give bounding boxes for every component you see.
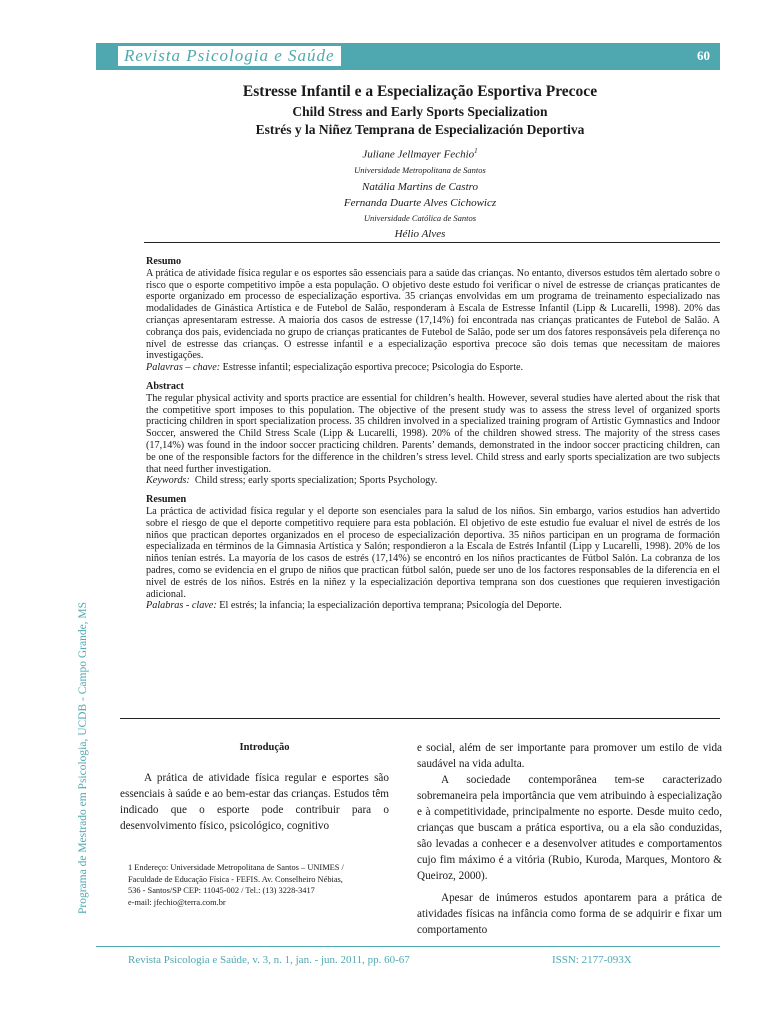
resumen-heading: Resumen	[146, 494, 187, 506]
author-footnote	[128, 862, 396, 908]
intro-left-column	[120, 740, 389, 834]
author-name: Natália Martins de Castro	[361, 180, 479, 193]
resumen-keywords: Palabras - clave: El estrés; la infancia; la especialización deportiva temprana; Psicología del Deporte.	[146, 600, 562, 612]
abstract-section	[146, 381, 720, 487]
footer-issn: ISSN: 2177-093X	[552, 954, 632, 966]
abstract-keywords: Keywords: Child stress; early sports specialization; Sports Psychology.	[146, 475, 438, 487]
resumen-text: La práctica de actividad física regular y el deporte son esenciales para la salud de los niños. Sin embargo, varios estudios han advertido sobre el riesgo de que el deporte competitivo requiere para esta población. El objetivo de este estudio fue evaluar el nivel de estrés de los niños que practican deportes organizados en el proceso de especialización deportiva. 35 niños participan en un programa de formación especializada en términos de la Gimnasia Artística y Salón; respondieron a la Escala de Estrés Infantil (Lipp y Lucarelli, 1998). 20% de los niños tenían estrés. La mayoría de los casos de estrés (17,14%) se encontró en los niños practicantes de Fútbol Salón. La cobranza de los padres, como se evidencia en el grupo de niños que practican fútbol salón, puede ser uno de los factores responsables de la diferencia en el nivel de estrés de los niños. Estrés en la niñez y la especialización deportiva temprana son dos cuestiones que requieren investigación adicional.	[146, 505, 720, 600]
footnote-line: 1 Endereço: Universidade Metropolitana de Santos – UNIMES /	[128, 863, 344, 872]
resumen-section	[146, 494, 720, 612]
title-portuguese: Estresse Infantil e a Especialização Esportiva Precoce	[242, 83, 598, 100]
author-name: Hélio Alves	[394, 227, 446, 240]
divider-top	[144, 242, 720, 243]
sidebar-program-text: Programa de Mestrado em Psicologia, UCDB - Campo Grande, MS	[77, 601, 89, 914]
intro-heading: Introdução	[239, 742, 290, 753]
journal-name: Revista Psicologia e Saúde	[118, 46, 341, 66]
title-english: Child Stress and Early Sports Specialization	[292, 104, 548, 119]
author-name: Fernanda Duarte Alves Cichowicz	[343, 196, 497, 209]
intro-paragraph: Apesar de inúmeros estudos apontarem para a prática de atividades físicas na infância como forma de se adquirir e fixar um comportamento	[417, 892, 722, 936]
footnote-email: e-mail: jfechio@terra.com.br	[128, 897, 226, 907]
divider-bottom	[120, 718, 720, 719]
page-number: 60	[697, 48, 710, 63]
intro-right-column	[417, 740, 722, 938]
footer-divider	[96, 946, 720, 947]
author-name: Juliane Jellmayer Fechio$^1$	[362, 147, 478, 161]
abstract-heading: Abstract	[146, 380, 184, 392]
title-block	[120, 82, 720, 242]
journal-header-bar	[96, 43, 720, 70]
resumo-heading: Resumo	[146, 256, 182, 267]
intro-paragraph: A prática de atividade física regular e esportes são essenciais à saúde e ao bem-estar das crianças. Estudos têm indicado que o esporte pode contribuir para o desenvolvimento físico, psicológico, cognitivo	[120, 772, 389, 832]
intro-paragraph: e social, além de ser importante para promover um estilo de vida saudável na vida adulta.	[417, 742, 722, 770]
intro-paragraph: A sociedade contemporânea tem-se caracterizado sobremaneira pela importância que vem atribuindo à especialização e à competitividade, principalmente no esporte. Desde muito cedo, crianças que buscam a prática esportiva, ou a ela são conduzidas, são levadas a conhecer e a desenvolver atitudes e comportamentos cujo fim máximo é a vitória (Rubio, Kuroda, Marques, Montoro & Queiroz, 2000).	[417, 774, 722, 882]
footer-citation: Revista Psicologia e Saúde, v. 3, n. 1, jan. - jun. 2011, pp. 60-67	[128, 954, 410, 966]
title-spanish: Estrés y la Niñez Temprana de Especialización Deportiva	[255, 122, 585, 137]
resumo-text: A prática de atividade física regular e os esportes são essenciais para a saúde das crianças. No entanto, diversos estudos têm alertado sobre o risco que o esporte competitivo impõe a esta população. O objetivo deste estudo foi verificar o nível de estresse de crianças praticantes de esporte organizado em processo de especialização esportiva. 35 crianças envolvidas em um programa de treinamento especializado nas modalidades de Ginástica Artística e de Futebol de Salão, responderam à Escala de Estresse Infantil (Lipp & Lucarelli, 1998). 20% das crianças apresentaram estresse. A maioria dos casos de estresse (17,14%) foi encontrada nas crianças praticantes de Futebol de Salão. A cobrança dos pais, evidenciada no grupo de crianças praticantes de Futebol de Salão, pode ser um dos fatores responsáveis pela diferença no nível de estresse das crianças. O estresse infantil e a especialização esportiva precoce são dois temas que necessitam de maiores investigações.	[146, 267, 720, 362]
abstract-text: The regular physical activity and sports practice are essential for children’s health. However, several studies have alerted about the risk that the competitive sport imposes to this population. The objective of the present study was to assess the stress level of organized sports practicing children in sport specialization process. 35 children involved in a specialized training program of Artistic Gymnastics and Indoor Soccer, answered the Child Stress Scale (Lipp & Lucarelli, 1998). 20% of the children showed stress. The majority of the stress cases (17,14%) was found in the indoor soccer practicing children. Parents’ demands, demonstrated in the indoor soccer practicing children, can be one of the responsible factors for the difference in the children’s stress level. Child stress and early sports specialization are two subjects that need further investigation.	[146, 392, 720, 475]
resumo-section	[146, 256, 720, 374]
author-affiliation: Universidade Metropolitana de Santos	[354, 164, 486, 175]
author-affiliation: Universidade Católica de Santos	[363, 212, 477, 223]
footnote-line: 536 - Santos/SP CEP: 11045-002 / Tel.: (13) 3228-3417	[128, 886, 315, 895]
author-footnote-marker: 1	[474, 147, 478, 155]
resumo-keywords: Palavras – chave: Estresse infantil; especialização esportiva precoce; Psicologia do Esporte.	[146, 362, 524, 374]
footnote-line: Faculdade de Educação Física - FEFIS. Av. Conselheiro Nébias,	[128, 874, 343, 884]
abstracts-block	[146, 256, 720, 619]
